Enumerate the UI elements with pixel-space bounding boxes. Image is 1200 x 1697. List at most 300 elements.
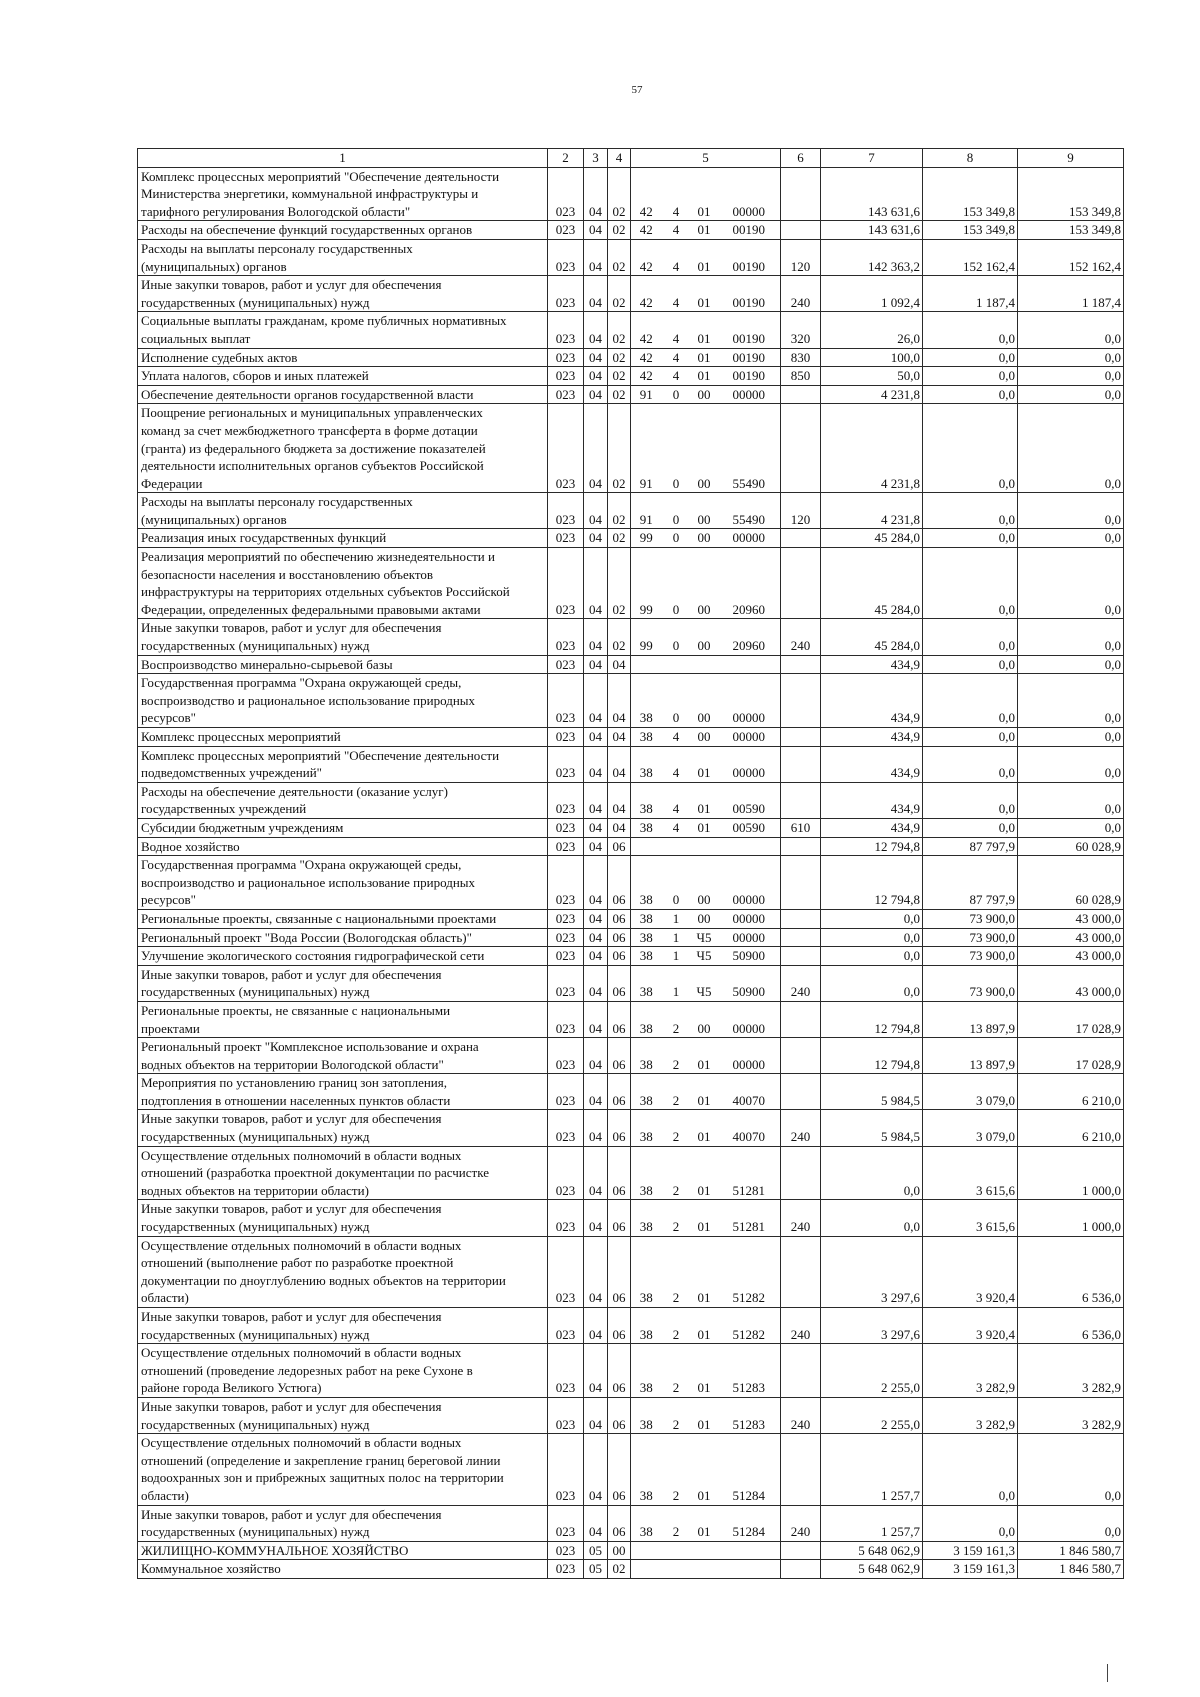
row-name-cell	[138, 548, 548, 619]
amount-col-7: 12 794,8	[821, 1001, 923, 1037]
code-subprogram: 4	[662, 276, 691, 312]
code-expense-type	[781, 837, 821, 856]
code-subprogram: 2	[662, 1001, 691, 1037]
code-subprogram: 1	[662, 909, 691, 928]
amount-col-9: 3 282,9	[1018, 1397, 1124, 1433]
header-row	[138, 149, 1124, 168]
row-name-line: команд за счет межбюджетного трансферта в форме дотации	[141, 422, 478, 438]
code-subsection: 04	[608, 818, 631, 837]
amount-col-8: 0,0	[923, 312, 1018, 348]
code-program: 42	[631, 367, 662, 386]
code-expense-type: 240	[781, 276, 821, 312]
row-name-line: проектами	[141, 1020, 200, 1036]
code-program: 38	[631, 746, 662, 782]
header-col-6: 6	[781, 149, 821, 168]
code-subprogram: 4	[662, 746, 691, 782]
amount-col-8: 3 079,0	[923, 1110, 1018, 1146]
amount-col-9: 0,0	[1018, 655, 1124, 674]
table-row	[138, 674, 1124, 728]
amount-col-9: 0,0	[1018, 1434, 1124, 1505]
row-name-line: подведомственных учреждений"	[141, 765, 322, 781]
amount-col-9: 0,0	[1018, 782, 1124, 818]
code-event: 01	[691, 1200, 718, 1236]
row-name-line: отношений (выполнение работ по разработке проектной	[141, 1255, 454, 1271]
code-program: 38	[631, 965, 662, 1001]
row-name-line: Субсидии бюджетным учреждениям	[141, 819, 344, 835]
amount-col-7: 5 984,5	[821, 1110, 923, 1146]
code-subsection: 06	[608, 1110, 631, 1146]
code-expense-type: 240	[781, 1110, 821, 1146]
amount-col-7: 434,9	[821, 818, 923, 837]
table-row	[138, 1200, 1124, 1236]
code-section: 04	[584, 1434, 608, 1505]
amount-col-7: 434,9	[821, 655, 923, 674]
amount-col-7: 4 231,8	[821, 493, 923, 529]
row-name-line: деятельности исполнительных органов субъектов Российской	[141, 458, 484, 474]
code-expense-type	[781, 655, 821, 674]
code-section: 04	[584, 529, 608, 548]
code-expense-type	[781, 856, 821, 910]
code-direction: 00000	[718, 928, 781, 947]
amount-col-8: 3 920,4	[923, 1308, 1018, 1344]
code-subprogram	[662, 1560, 691, 1579]
code-event: 01	[691, 782, 718, 818]
amount-col-9: 153 349,8	[1018, 167, 1124, 221]
code-expense-type	[781, 947, 821, 966]
code-admin: 023	[548, 1146, 584, 1200]
code-subprogram: 0	[662, 674, 691, 728]
amount-col-7: 3 297,6	[821, 1236, 923, 1307]
row-name-line: Государственная программа "Охрана окружающей среды,	[141, 857, 462, 873]
row-name-line: Иные закупки товаров, работ и услуг для обеспечения	[141, 1309, 442, 1324]
amount-col-7: 0,0	[821, 947, 923, 966]
amount-col-7: 143 631,6	[821, 221, 923, 240]
code-expense-type	[781, 674, 821, 728]
code-section: 04	[584, 856, 608, 910]
row-name-cell	[138, 1110, 548, 1146]
code-event: Ч5	[691, 928, 718, 947]
code-direction: 00000	[718, 385, 781, 404]
amount-col-9: 0,0	[1018, 818, 1124, 837]
code-event: 00	[691, 619, 718, 655]
code-event: 01	[691, 1146, 718, 1200]
table-row	[138, 367, 1124, 386]
code-subsection: 02	[608, 619, 631, 655]
amount-col-9: 6 210,0	[1018, 1074, 1124, 1110]
code-subprogram: 4	[662, 167, 691, 221]
code-subsection: 06	[608, 1200, 631, 1236]
amount-col-7: 434,9	[821, 674, 923, 728]
code-event: 01	[691, 1236, 718, 1307]
row-name-line: Иные закупки товаров, работ и услуг для обеспечения	[141, 1398, 442, 1414]
code-admin: 023	[548, 221, 584, 240]
amount-col-7: 434,9	[821, 746, 923, 782]
code-section: 04	[584, 493, 608, 529]
row-name-line: районе города Великого Устюга)	[141, 1380, 322, 1396]
row-name-line: Региональный проект "Комплексное использование и охрана	[141, 1039, 479, 1055]
code-subsection: 02	[608, 239, 631, 275]
code-section: 04	[584, 1505, 608, 1541]
code-program: 91	[631, 385, 662, 404]
amount-col-7: 5 648 062,9	[821, 1560, 923, 1579]
code-section: 04	[584, 1110, 608, 1146]
code-subsection: 06	[608, 1505, 631, 1541]
code-section: 05	[584, 1560, 608, 1579]
code-admin: 023	[548, 239, 584, 275]
code-program: 38	[631, 1200, 662, 1236]
code-section: 04	[584, 167, 608, 221]
row-name-line: Уплата налогов, сборов и иных платежей	[141, 368, 369, 384]
code-admin: 023	[548, 856, 584, 910]
row-name-line: Иные закупки товаров, работ и услуг для обеспечения	[141, 966, 442, 982]
row-name-line: Федерации, определенных федеральными правовыми актами	[141, 601, 481, 617]
code-subprogram: 0	[662, 493, 691, 529]
amount-col-7: 0,0	[821, 909, 923, 928]
code-program	[631, 837, 662, 856]
row-name-line: Иные закупки товаров, работ и услуг для обеспечения	[141, 277, 442, 293]
table-row	[138, 1434, 1124, 1505]
code-subprogram: 0	[662, 385, 691, 404]
code-subprogram: 2	[662, 1397, 691, 1433]
row-name-line: Коммунальное хозяйство	[141, 1561, 281, 1577]
code-subsection: 06	[608, 1344, 631, 1398]
amount-col-7: 434,9	[821, 782, 923, 818]
code-event	[691, 837, 718, 856]
code-event: 00	[691, 1001, 718, 1037]
table-row	[138, 909, 1124, 928]
code-subprogram	[662, 837, 691, 856]
code-direction	[718, 655, 781, 674]
code-section: 04	[584, 674, 608, 728]
code-direction: 51281	[718, 1146, 781, 1200]
code-subsection: 04	[608, 746, 631, 782]
amount-col-9: 152 162,4	[1018, 239, 1124, 275]
table-row	[138, 782, 1124, 818]
table-row	[138, 529, 1124, 548]
code-program: 38	[631, 1110, 662, 1146]
amount-col-7: 2 255,0	[821, 1344, 923, 1398]
code-event: 01	[691, 1397, 718, 1433]
code-subprogram: 2	[662, 1236, 691, 1307]
code-expense-type: 120	[781, 239, 821, 275]
row-name-line: Государственная программа "Охрана окружающей среды,	[141, 675, 462, 691]
amount-col-9: 17 028,9	[1018, 1001, 1124, 1037]
code-program: 38	[631, 1236, 662, 1307]
row-name-cell	[138, 276, 548, 312]
table-row	[138, 1110, 1124, 1146]
code-subsection: 06	[608, 856, 631, 910]
code-expense-type	[781, 728, 821, 747]
row-name-line: Улучшение экологического состояния гидрографической сети	[141, 948, 485, 964]
code-program: 38	[631, 909, 662, 928]
code-admin: 023	[548, 1038, 584, 1074]
code-event: 01	[691, 276, 718, 312]
code-section: 04	[584, 782, 608, 818]
code-program: 42	[631, 312, 662, 348]
code-admin: 023	[548, 818, 584, 837]
code-admin: 023	[548, 1397, 584, 1433]
table-row	[138, 818, 1124, 837]
code-direction: 55490	[718, 493, 781, 529]
code-program: 38	[631, 1001, 662, 1037]
code-event: 01	[691, 1308, 718, 1344]
code-subsection: 02	[608, 385, 631, 404]
code-program	[631, 655, 662, 674]
amount-col-9: 43 000,0	[1018, 965, 1124, 1001]
amount-col-9: 6 210,0	[1018, 1110, 1124, 1146]
amount-col-8: 0,0	[923, 404, 1018, 493]
row-name-line: безопасности населения и восстановлению объектов	[141, 566, 434, 582]
code-direction: 51282	[718, 1236, 781, 1307]
code-event	[691, 655, 718, 674]
amount-col-8: 0,0	[923, 619, 1018, 655]
code-subprogram: 2	[662, 1146, 691, 1200]
code-section: 04	[584, 404, 608, 493]
amount-col-7: 0,0	[821, 1146, 923, 1200]
code-subsection: 06	[608, 1434, 631, 1505]
code-subprogram: 4	[662, 239, 691, 275]
code-section: 04	[584, 928, 608, 947]
code-subprogram: 2	[662, 1308, 691, 1344]
amount-col-9: 60 028,9	[1018, 837, 1124, 856]
code-program	[631, 1541, 662, 1560]
code-subprogram: 2	[662, 1110, 691, 1146]
row-name-cell	[138, 655, 548, 674]
page-number: 57	[631, 84, 643, 96]
code-expense-type	[781, 1038, 821, 1074]
code-event: 01	[691, 221, 718, 240]
code-direction: 20960	[718, 548, 781, 619]
table-row	[138, 1038, 1124, 1074]
row-name-line: Расходы на обеспечение деятельности (оказание услуг)	[141, 783, 448, 799]
code-direction: 50900	[718, 947, 781, 966]
code-direction: 51284	[718, 1505, 781, 1541]
code-event	[691, 1560, 718, 1579]
amount-col-8: 0,0	[923, 1505, 1018, 1541]
row-name-line: Расходы на обеспечение функций государственных органов	[141, 222, 473, 238]
code-admin: 023	[548, 1001, 584, 1037]
amount-col-9: 1 187,4	[1018, 276, 1124, 312]
amount-col-8: 13 897,9	[923, 1001, 1018, 1037]
row-name-line: Исполнение судебных актов	[141, 349, 298, 365]
amount-col-8: 153 349,8	[923, 221, 1018, 240]
code-program: 42	[631, 276, 662, 312]
code-expense-type	[781, 1236, 821, 1307]
amount-col-9: 60 028,9	[1018, 856, 1124, 910]
amount-col-9: 43 000,0	[1018, 947, 1124, 966]
code-subsection: 06	[608, 837, 631, 856]
amount-col-7: 1 257,7	[821, 1505, 923, 1541]
row-name-cell	[138, 385, 548, 404]
code-direction: 51283	[718, 1344, 781, 1398]
amount-col-9: 0,0	[1018, 728, 1124, 747]
amount-col-7: 45 284,0	[821, 529, 923, 548]
row-name-line: государственных (муниципальных) нужд	[141, 294, 370, 310]
code-section: 04	[584, 947, 608, 966]
code-admin: 023	[548, 1560, 584, 1579]
amount-col-7: 4 231,8	[821, 404, 923, 493]
amount-col-8: 0,0	[923, 782, 1018, 818]
code-program: 38	[631, 1344, 662, 1398]
code-section: 04	[584, 312, 608, 348]
code-section: 04	[584, 1308, 608, 1344]
row-name-cell	[138, 746, 548, 782]
code-admin: 023	[548, 728, 584, 747]
amount-col-7: 0,0	[821, 928, 923, 947]
header-col-5: 5	[631, 149, 781, 168]
code-subprogram: 4	[662, 728, 691, 747]
code-direction: 51281	[718, 1200, 781, 1236]
code-subsection: 06	[608, 1397, 631, 1433]
code-direction: 00190	[718, 312, 781, 348]
amount-col-8: 73 900,0	[923, 909, 1018, 928]
table-row	[138, 167, 1124, 221]
row-name-cell	[138, 728, 548, 747]
table-row	[138, 1560, 1124, 1579]
code-expense-type: 320	[781, 312, 821, 348]
code-admin: 023	[548, 674, 584, 728]
row-name-cell	[138, 1146, 548, 1200]
amount-col-8: 3 159 161,3	[923, 1541, 1018, 1560]
code-subprogram: 4	[662, 348, 691, 367]
table-row	[138, 837, 1124, 856]
code-program: 38	[631, 728, 662, 747]
code-expense-type: 240	[781, 619, 821, 655]
amount-col-8: 87 797,9	[923, 837, 1018, 856]
code-program: 38	[631, 928, 662, 947]
row-name-cell	[138, 909, 548, 928]
amount-col-8: 0,0	[923, 746, 1018, 782]
code-direction	[718, 837, 781, 856]
code-section: 04	[584, 1397, 608, 1433]
row-name-line: Расходы на выплаты персоналу государственных	[141, 494, 413, 510]
row-name-line: водоохранных зон и прибрежных защитных полос на территории	[141, 1470, 504, 1486]
row-name-line: государственных (муниципальных) нужд	[141, 1416, 370, 1432]
amount-col-9: 0,0	[1018, 312, 1124, 348]
code-admin: 023	[548, 746, 584, 782]
scan-mark	[1107, 1664, 1108, 1682]
row-name-line: Региональные проекты, не связанные с национальными	[141, 1002, 451, 1018]
amount-col-9: 6 536,0	[1018, 1236, 1124, 1307]
table-row	[138, 1344, 1124, 1398]
header-col-4: 4	[608, 149, 631, 168]
row-name-line: Расходы на выплаты персоналу государственных	[141, 240, 413, 256]
amount-col-9: 1 846 580,7	[1018, 1541, 1124, 1560]
code-subsection: 02	[608, 276, 631, 312]
code-subsection: 04	[608, 674, 631, 728]
code-admin: 023	[548, 1200, 584, 1236]
row-name-cell	[138, 1236, 548, 1307]
row-name-cell	[138, 674, 548, 728]
code-subprogram: 4	[662, 367, 691, 386]
amount-col-9: 1 000,0	[1018, 1200, 1124, 1236]
row-name-line: Иные закупки товаров, работ и услуг для обеспечения	[141, 1506, 442, 1522]
code-admin: 023	[548, 782, 584, 818]
amount-col-8: 152 162,4	[923, 239, 1018, 275]
row-name-line: подтопления в отношении населенных пунктов области	[141, 1092, 451, 1108]
code-program: 38	[631, 818, 662, 837]
code-event: 00	[691, 385, 718, 404]
code-expense-type	[781, 385, 821, 404]
amount-col-8: 3 079,0	[923, 1074, 1018, 1110]
code-subsection: 04	[608, 782, 631, 818]
code-section: 04	[584, 1344, 608, 1398]
code-expense-type	[781, 1541, 821, 1560]
code-section: 04	[584, 728, 608, 747]
row-name-line: отношений (разработка проектной документации по расчистке	[141, 1165, 489, 1181]
code-section: 04	[584, 965, 608, 1001]
table-row	[138, 404, 1124, 493]
code-program: 99	[631, 619, 662, 655]
code-subsection: 02	[608, 493, 631, 529]
code-subprogram	[662, 1541, 691, 1560]
code-program: 91	[631, 493, 662, 529]
amount-col-8: 3 159 161,3	[923, 1560, 1018, 1579]
code-subsection: 02	[608, 1560, 631, 1579]
header-col-3: 3	[584, 149, 608, 168]
code-direction: 40070	[718, 1074, 781, 1110]
code-section: 04	[584, 1146, 608, 1200]
amount-col-8: 13 897,9	[923, 1038, 1018, 1074]
code-admin: 023	[548, 493, 584, 529]
row-name-line: документации по дноуглублению водных объектов на территории	[141, 1272, 506, 1288]
amount-col-8: 0,0	[923, 385, 1018, 404]
code-expense-type	[781, 782, 821, 818]
code-direction: 00000	[718, 856, 781, 910]
row-name-cell	[138, 529, 548, 548]
code-direction: 00000	[718, 1038, 781, 1074]
amount-col-9: 1 000,0	[1018, 1146, 1124, 1200]
row-name-cell	[138, 239, 548, 275]
code-expense-type	[781, 1560, 821, 1579]
row-name-cell	[138, 1200, 548, 1236]
row-name-line: Осуществление отдельных полномочий в области водных	[141, 1237, 462, 1253]
code-direction: 00000	[718, 529, 781, 548]
amount-col-9: 3 282,9	[1018, 1344, 1124, 1398]
code-subsection: 06	[608, 947, 631, 966]
row-name-line: Водное хозяйство	[141, 838, 240, 854]
code-direction: 00000	[718, 1001, 781, 1037]
amount-col-9: 0,0	[1018, 348, 1124, 367]
amount-col-7: 3 297,6	[821, 1308, 923, 1344]
code-direction: 51284	[718, 1434, 781, 1505]
code-section: 05	[584, 1541, 608, 1560]
code-subsection: 02	[608, 529, 631, 548]
code-program: 38	[631, 856, 662, 910]
code-admin: 023	[548, 1110, 584, 1146]
code-section: 04	[584, 655, 608, 674]
code-subsection: 02	[608, 548, 631, 619]
amount-col-7: 50,0	[821, 367, 923, 386]
row-name-cell	[138, 928, 548, 947]
row-name-cell	[138, 837, 548, 856]
code-section: 04	[584, 239, 608, 275]
code-program: 38	[631, 1308, 662, 1344]
amount-col-7: 12 794,8	[821, 856, 923, 910]
amount-col-8: 73 900,0	[923, 947, 1018, 966]
row-name-line: ЖИЛИЩНО-КОММУНАЛЬНОЕ ХОЗЯЙСТВО	[141, 1542, 409, 1558]
code-event: 01	[691, 367, 718, 386]
row-name-line: государственных (муниципальных) нужд	[141, 1129, 370, 1145]
amount-col-7: 2 255,0	[821, 1397, 923, 1433]
code-admin: 023	[548, 548, 584, 619]
code-program: 38	[631, 1505, 662, 1541]
table-row	[138, 746, 1124, 782]
amount-col-9: 17 028,9	[1018, 1038, 1124, 1074]
code-program: 42	[631, 167, 662, 221]
code-program: 38	[631, 1038, 662, 1074]
code-expense-type: 240	[781, 1505, 821, 1541]
